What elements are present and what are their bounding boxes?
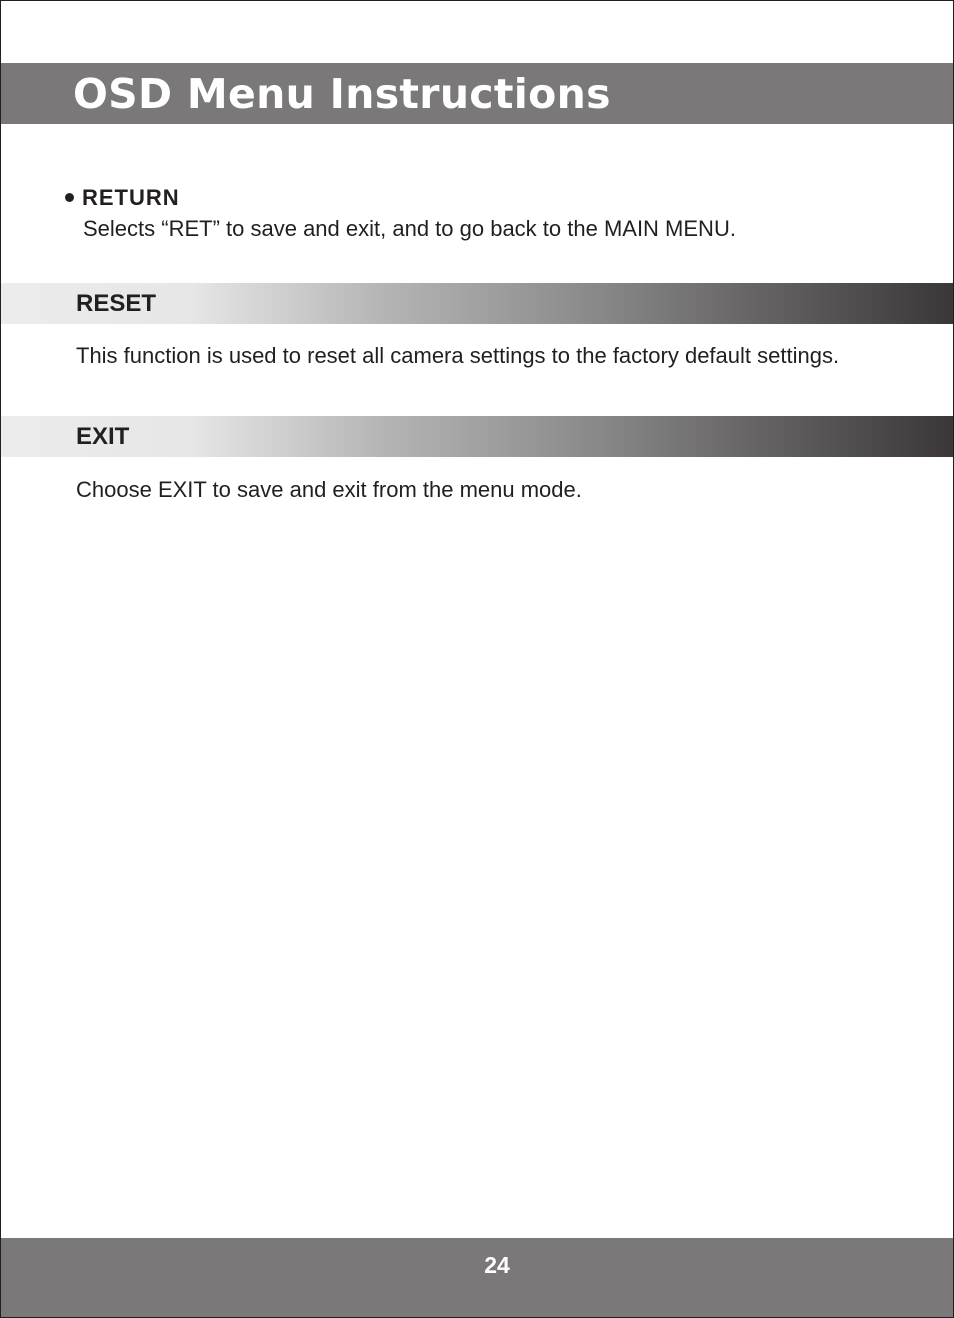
- exit-description: Choose EXIT to save and exit from the menu mode.: [76, 477, 582, 502]
- page-title: OSD Menu Instructions: [73, 70, 611, 118]
- title-bar: [1, 63, 953, 124]
- page-number: 24: [484, 1252, 510, 1278]
- reset-section-bar: [1, 283, 953, 324]
- exit-heading: EXIT: [76, 423, 130, 450]
- footer-bar: [1, 1238, 953, 1317]
- exit-section-bar: [1, 416, 953, 457]
- reset-heading: RESET: [76, 290, 157, 317]
- bullet-icon: [65, 193, 74, 202]
- return-description: Selects “RET” to save and exit, and to go back to the MAIN MENU.: [83, 216, 736, 241]
- reset-description: This function is used to reset all camera settings to the factory default settings.: [76, 343, 840, 368]
- return-heading: [65, 184, 736, 212]
- return-item: [65, 184, 736, 243]
- return-heading-label: RETURN: [82, 185, 180, 210]
